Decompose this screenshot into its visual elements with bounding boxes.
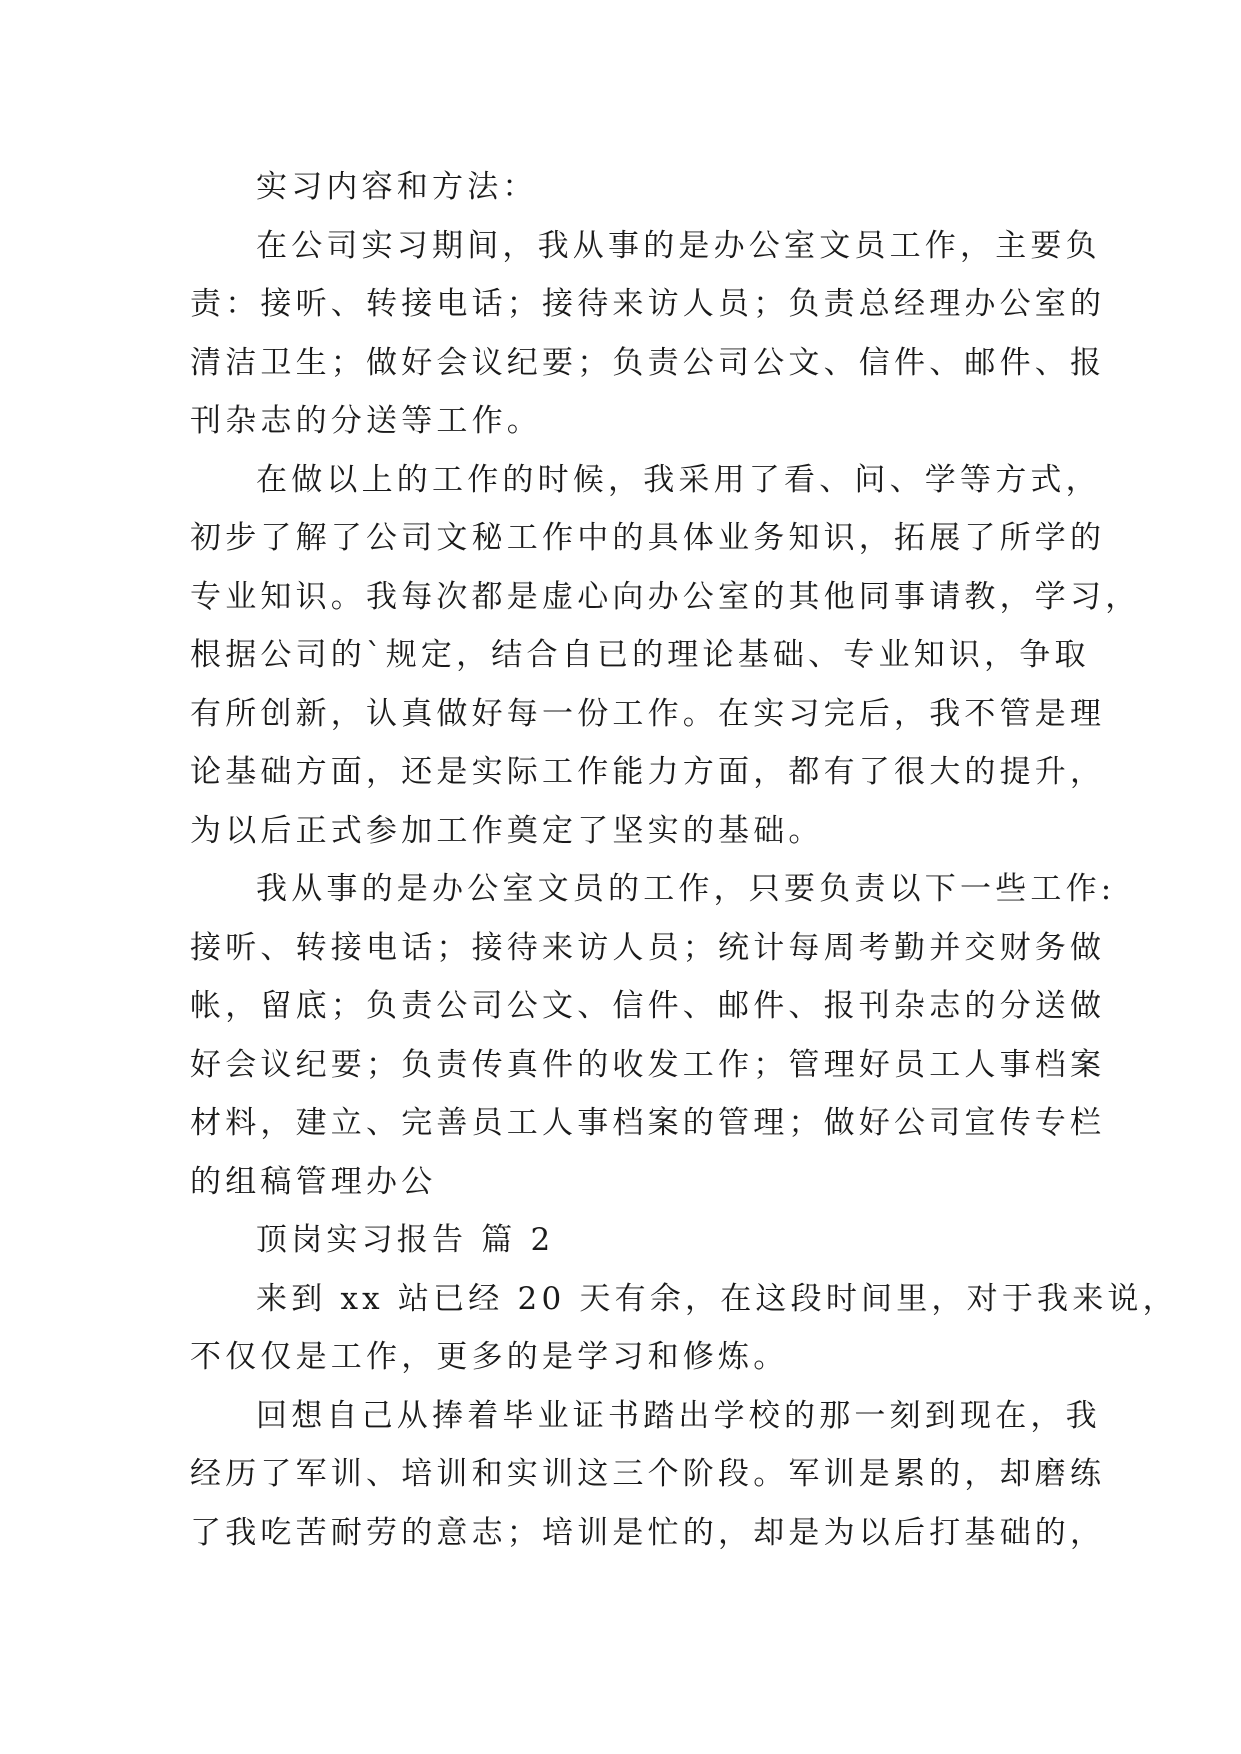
paragraph-line: 材料，建立、完善员工人事档案的管理；做好公司宣传专栏 bbox=[190, 1105, 1106, 1141]
paragraph-line: 好会议纪要；负责传真件的收发工作；管理好员工人事档案 bbox=[190, 1046, 1106, 1083]
paragraph-line: 根据公司的`规定，结合自已的理论基础、专业知识，争取 bbox=[190, 637, 1090, 673]
paragraph-line: 我从事的是办公室文员的工作，只要负责以下一些工作: bbox=[256, 871, 1116, 907]
paragraph-line: 不仅仅是工作，更多的是学习和修炼。 bbox=[190, 1339, 789, 1375]
section-heading: 顶岗实习报告 篇 2 bbox=[256, 1222, 555, 1258]
paragraph-line: 清洁卫生；做好会议纪要；负责公司公文、信件、邮件、报 bbox=[190, 344, 1106, 381]
document-body bbox=[190, 158, 1178, 1562]
paragraph-line: 在公司实习期间，我从事的是办公室文员工作，主要负 bbox=[256, 227, 1101, 264]
paragraph-line: 经历了军训、培训和实训这三个阶段。军训是累的，却磨练 bbox=[190, 1456, 1106, 1492]
paragraph-line: 接听、转接电话；接待来访人员；统计每周考勤并交财务做 bbox=[190, 929, 1106, 966]
section-heading: 实习内容和方法： bbox=[256, 169, 538, 205]
paragraph-line: 初步了解了公司文秘工作中的具体业务知识，拓展了所学的 bbox=[190, 520, 1106, 556]
paragraph-line: 论基础方面，还是实际工作能力方面，都有了很大的提升， bbox=[190, 754, 1106, 790]
paragraph-line: 责：接听、转接电话；接待来访人员；负责总经理办公室的 bbox=[190, 286, 1106, 322]
paragraph-line: 的组稿管理办公 bbox=[190, 1163, 437, 1200]
paragraph-line: 了我吃苦耐劳的意志；培训是忙的，却是为以后打基础的， bbox=[190, 1514, 1106, 1551]
paragraph-line: 为以后正式参加工作奠定了坚实的基础。 bbox=[190, 812, 824, 849]
paragraph-line: 有所创新，认真做好每一份工作。在实习完后，我不管是理 bbox=[190, 695, 1106, 732]
paragraph-line: 来到 xx 站已经 20 天有余，在这段时间里，对于我来说， bbox=[256, 1280, 1178, 1317]
paragraph-line: 帐，留底；负责公司公文、信件、邮件、报刊杂志的分送做 bbox=[190, 988, 1106, 1024]
paragraph-line: 回想自己从捧着毕业证书踏出学校的那一刻到现在，我 bbox=[256, 1397, 1101, 1434]
paragraph-line: 刊杂志的分送等工作。 bbox=[190, 403, 542, 439]
paragraph-line: 专业知识。我每次都是虚心向办公室的其他同事请教，学习， bbox=[190, 578, 1141, 615]
paragraph-line: 在做以上的工作的时候，我采用了看、问、学等方式， bbox=[256, 461, 1101, 498]
